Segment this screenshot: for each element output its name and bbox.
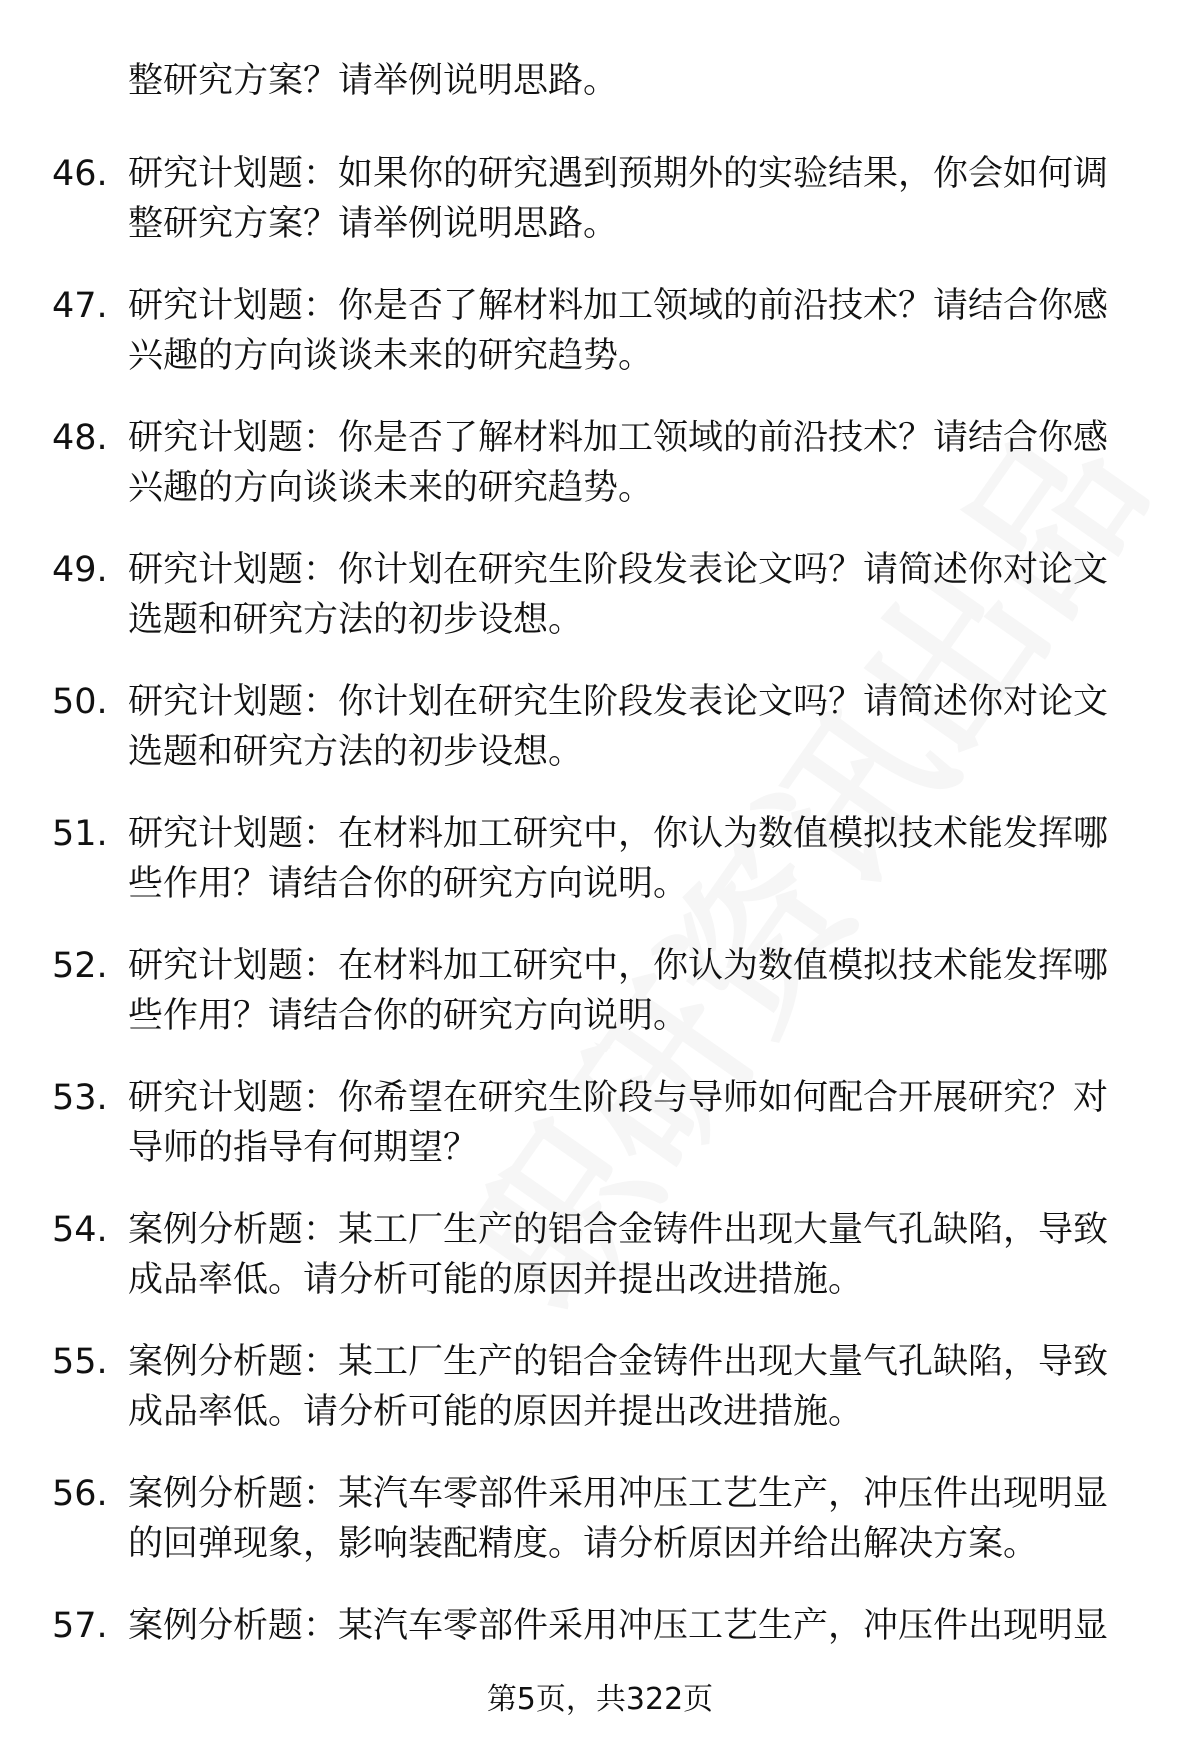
question-text-line: 选题和研究方法的初步设想。 [128, 600, 584, 640]
question-list [0, 149, 1200, 1733]
question-text [128, 1205, 1138, 1305]
question-text-line: 些作用？请结合你的研究方向说明。 [128, 996, 689, 1036]
question-text-line: 兴趣的方向谈谈未来的研究趋势。 [128, 336, 654, 376]
question-text-line: 研究计划题：你是否了解材料加工领域的前沿技术？请结合你感 [128, 418, 1109, 458]
question-item [0, 1205, 1200, 1337]
question-number: 53. [52, 1078, 108, 1118]
question-text-line: 整研究方案？请举例说明思路。 [128, 204, 619, 244]
question-text [128, 413, 1138, 513]
question-text [128, 1601, 1138, 1651]
question-number: 50. [52, 682, 108, 722]
question-text-line: 案例分析题：某汽车零部件采用冲压工艺生产，冲压件出现明显 [128, 1474, 1109, 1514]
question-text [128, 149, 1138, 249]
question-number: 52. [52, 946, 108, 986]
question-item [0, 545, 1200, 677]
question-number: 57. [52, 1606, 108, 1646]
page-footer: 第5页，共322页 [486, 1682, 714, 1717]
question-text-line: 选题和研究方法的初步设想。 [128, 732, 584, 772]
question-text [128, 809, 1138, 909]
question-text [128, 281, 1138, 381]
question-text [128, 1337, 1138, 1437]
question-text-line: 研究计划题：你是否了解材料加工领域的前沿技术？请结合你感 [128, 286, 1109, 326]
question-text [128, 1073, 1138, 1173]
question-number: 46. [52, 154, 108, 194]
question-text-line: 案例分析题：某汽车零部件采用冲压工艺生产，冲压件出现明显 [128, 1606, 1109, 1646]
question-text-line: 兴趣的方向谈谈未来的研究趋势。 [128, 468, 654, 508]
question-text [128, 677, 1138, 777]
question-number: 55. [52, 1342, 108, 1382]
question-number: 56. [52, 1474, 108, 1514]
question-number: 47. [52, 286, 108, 326]
question-number: 54. [52, 1210, 108, 1250]
question-text-line: 研究计划题：你计划在研究生阶段发表论文吗？请简述你对论文 [128, 550, 1109, 590]
question-number: 49. [52, 550, 108, 590]
question-item [0, 941, 1200, 1073]
question-item [0, 1469, 1200, 1601]
question-text-line: 导师的指导有何期望？ [128, 1128, 479, 1168]
question-text-line: 些作用？请结合你的研究方向说明。 [128, 864, 689, 904]
question-item [0, 149, 1200, 281]
question-text [128, 545, 1138, 645]
question-text-line: 案例分析题：某工厂生产的铝合金铸件出现大量气孔缺陷，导致 [128, 1342, 1109, 1382]
question-item [0, 281, 1200, 413]
question-text-line: 成品率低。请分析可能的原因并提出改进措施。 [128, 1260, 864, 1300]
question-text-line: 研究计划题：你希望在研究生阶段与导师如何配合开展研究？对 [128, 1078, 1109, 1118]
question-text-line: 研究计划题：在材料加工研究中，你认为数值模拟技术能发挥哪 [128, 814, 1109, 854]
question-text-line: 研究计划题：在材料加工研究中，你认为数值模拟技术能发挥哪 [128, 946, 1109, 986]
question-text-line: 的回弹现象，影响装配精度。请分析原因并给出解决方案。 [128, 1524, 1039, 1564]
question-text-line: 成品率低。请分析可能的原因并提出改进措施。 [128, 1392, 864, 1432]
question-number: 51. [52, 814, 108, 854]
question-item [0, 677, 1200, 809]
question-text [128, 941, 1138, 1041]
question-item [0, 1073, 1200, 1205]
question-number: 48. [52, 418, 108, 458]
question-text-line: 研究计划题：你计划在研究生阶段发表论文吗？请简述你对论文 [128, 682, 1109, 722]
question-text [128, 1469, 1138, 1569]
question-text-line: 研究计划题：如果你的研究遇到预期外的实验结果，你会如何调 [128, 154, 1109, 194]
question-text-line: 案例分析题：某工厂生产的铝合金铸件出现大量气孔缺陷，导致 [128, 1210, 1109, 1250]
continued-text-line: 整研究方案？请举例说明思路。 [128, 61, 619, 101]
question-item [0, 413, 1200, 545]
question-item [0, 1337, 1200, 1469]
question-item [0, 809, 1200, 941]
